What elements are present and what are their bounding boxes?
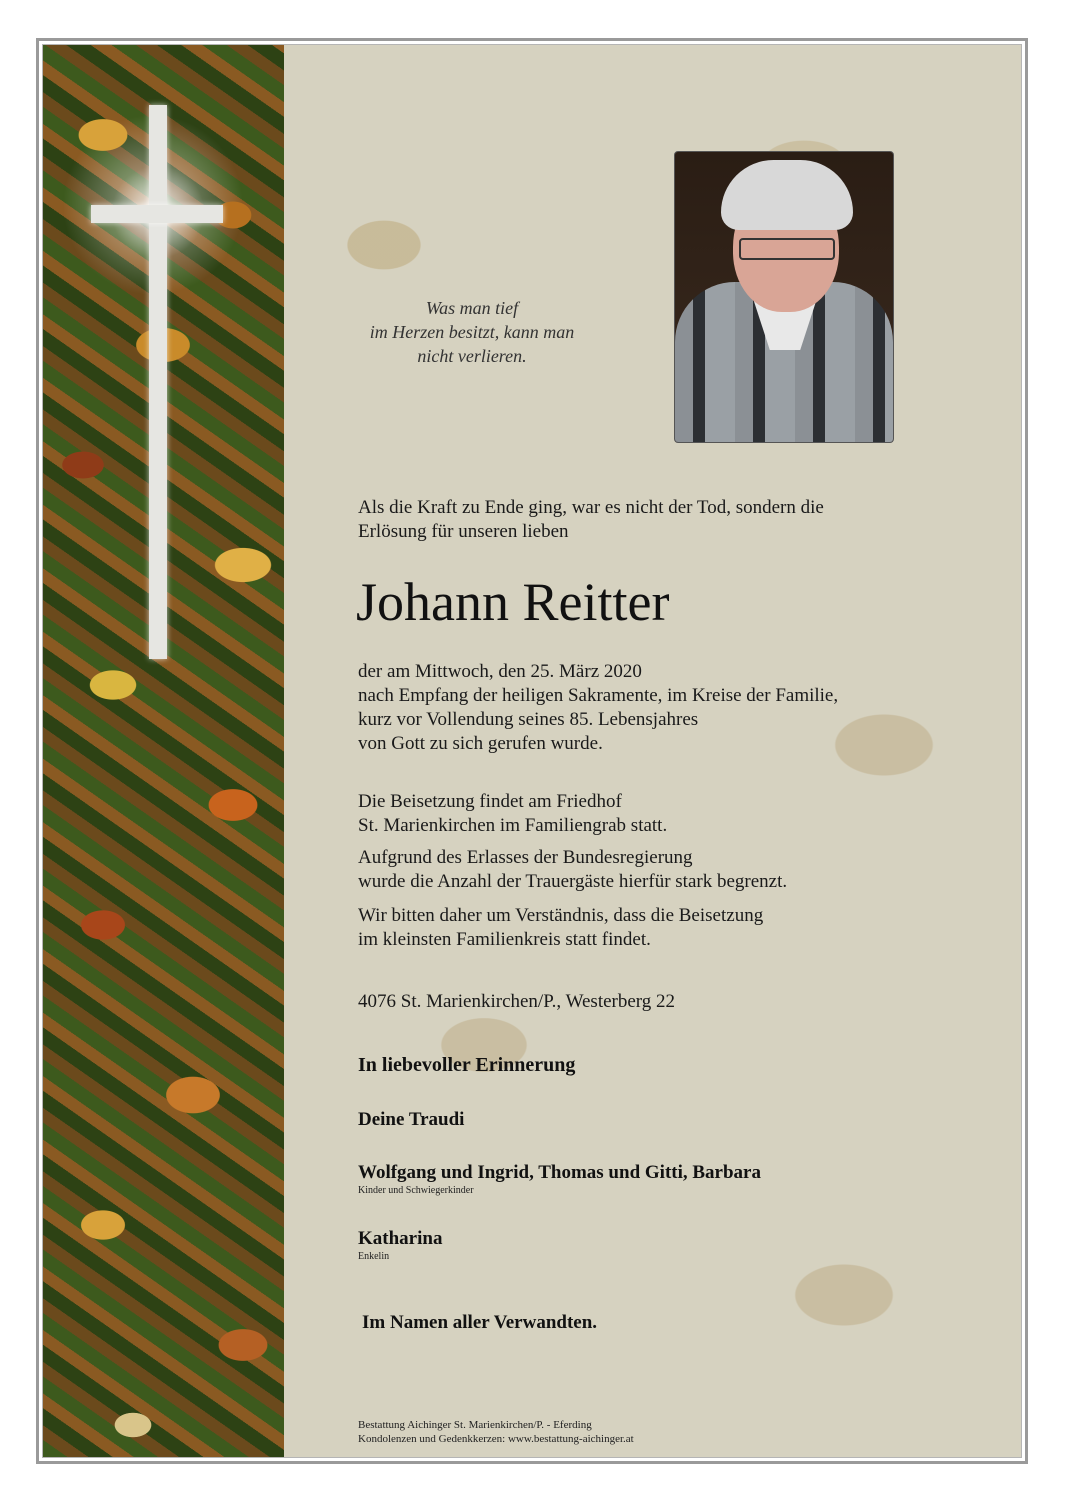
mourner-grandchild: Katharina — [358, 1228, 443, 1249]
deceased-name: Johann Reitter — [356, 572, 670, 632]
mourner-grandchild-role: Enkelin — [358, 1251, 390, 1262]
funeral-home: Bestattung Aichinger St. Marienkirchen/P. - Eferding — [358, 1419, 592, 1431]
mourners-heading: In liebevoller Erinnerung — [358, 1054, 576, 1076]
cross-icon — [149, 105, 167, 659]
intro-text: Als die Kraft zu Ende ging, war es nicht der Tod, sondern die Erlösung für unseren lieben — [358, 497, 824, 542]
condolence-link[interactable]: Kondolenzen und Gedenkkerzen: www.bestattung-aichinger.at — [358, 1433, 634, 1445]
mourner-children: Wolfgang und Ingrid, Thomas und Gitti, Barbara — [358, 1162, 761, 1183]
death-info: der am Mittwoch, den 25. März 2020 nach Empfang der heiligen Sakramente, im Kreise der Familie, kurz vor Vollendung seines 85. Lebensjahres von Gott zu sich gerufen wurde. — [358, 661, 839, 754]
portrait-photo — [674, 151, 894, 443]
memorial-quote — [362, 296, 582, 368]
mourner-spouse: Deine Traudi — [358, 1109, 465, 1130]
burial-info: Die Beisetzung findet am Friedhof St. Marienkirchen im Familiengrab statt. — [358, 791, 668, 836]
restriction-info: Aufgrund des Erlasses der Bundesregierung wurde die Anzahl der Trauergäste hierfür stark begrenzt. — [358, 847, 788, 892]
footer-info — [358, 1418, 634, 1446]
mourner-children-role: Kinder und Schwiegerkinder — [358, 1185, 474, 1196]
quote-line: Was man tief — [425, 298, 519, 318]
cross-icon-crossbar — [91, 205, 223, 223]
autumn-leaves-image — [43, 45, 284, 1457]
quote-line: im Herzen besitzt, kann man — [369, 322, 575, 342]
address: 4076 St. Marienkirchen/P., Westerberg 22 — [358, 991, 676, 1012]
closing-line: Im Namen aller Verwandten. — [362, 1312, 598, 1333]
quote-line: nicht verlieren. — [417, 346, 527, 366]
request-info: Wir bitten daher um Verständnis, dass die Beisetzung im kleinsten Familienkreis statt findet. — [358, 905, 764, 950]
